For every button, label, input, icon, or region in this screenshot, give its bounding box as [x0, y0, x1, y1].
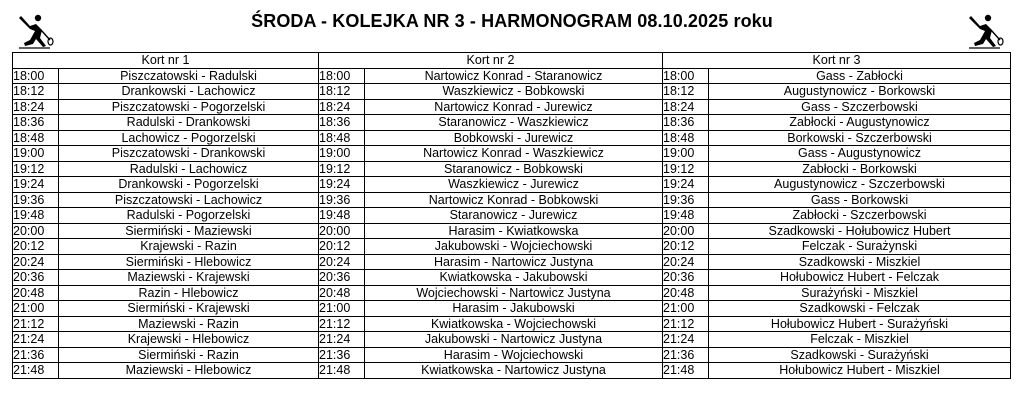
table-row — [13, 115, 1011, 131]
table-row — [13, 208, 1011, 224]
court-1-match: Radulski - Pogorzelski — [59, 208, 319, 224]
time-cell: 20:12 — [319, 239, 365, 255]
court-3-match: Felczak - Surażynski — [709, 239, 1011, 255]
time-cell: 18:00 — [319, 68, 365, 84]
court-2-match: Harasim - Nartowicz Justyna — [365, 254, 663, 270]
court-1-match: Krajewski - Razin — [59, 239, 319, 255]
table-row — [13, 68, 1011, 84]
court-2-match: Waszkiewicz - Jurewicz — [365, 177, 663, 193]
court-3-match: Gass - Szczerbowski — [709, 99, 1011, 115]
court-1-match: Piszczatowski - Pogorzelski — [59, 99, 319, 115]
court-3-match: Szadkowski - Felczak — [709, 301, 1011, 317]
court-1-match: Lachowicz - Pogorzelski — [59, 130, 319, 146]
court-1-match: Siermiński - Maziewski — [59, 223, 319, 239]
court-3-match: Augustynowicz - Szczerbowski — [709, 177, 1011, 193]
time-cell: 21:36 — [663, 347, 709, 363]
court-3-match: Zabłocki - Borkowski — [709, 161, 1011, 177]
table-row — [13, 285, 1011, 301]
time-cell: 18:36 — [663, 115, 709, 131]
court-1-match: Drankowski - Pogorzelski — [59, 177, 319, 193]
time-cell: 20:48 — [13, 285, 59, 301]
court-2-match: Bobkowski - Jurewicz — [365, 130, 663, 146]
page-title: ŚRODA - KOLEJKA NR 3 - HARMONOGRAM 08.10.2025 roku — [251, 11, 773, 31]
time-cell: 21:48 — [663, 363, 709, 379]
time-cell: 20:24 — [319, 254, 365, 270]
court-1-match: Siermiński - Hlebowicz — [59, 254, 319, 270]
time-cell: 20:36 — [13, 270, 59, 286]
court-3-match: Szadkowski - Hołubowicz Hubert — [709, 223, 1011, 239]
court-1-match: Piszczatowski - Radulski — [59, 68, 319, 84]
time-cell: 20:00 — [663, 223, 709, 239]
time-cell: 21:48 — [13, 363, 59, 379]
court-3-match: Augustynowicz - Borkowski — [709, 84, 1011, 100]
page-header — [0, 0, 1024, 50]
time-cell: 19:00 — [319, 146, 365, 162]
time-cell: 18:48 — [663, 130, 709, 146]
time-cell: 18:36 — [13, 115, 59, 131]
time-cell: 19:48 — [13, 208, 59, 224]
schedule-table — [12, 52, 1011, 379]
time-cell: 20:00 — [319, 223, 365, 239]
time-cell: 18:00 — [13, 68, 59, 84]
court-2-header: Kort nr 2 — [319, 53, 663, 69]
badminton-player-icon — [966, 12, 1004, 50]
court-2-match: Kwiatkowska - Wojciechowski — [365, 316, 663, 332]
time-cell: 21:48 — [319, 363, 365, 379]
time-cell: 19:36 — [319, 192, 365, 208]
court-2-match: Nartowicz Konrad - Staranowicz — [365, 68, 663, 84]
court-3-match: Zabłocki - Szczerbowski — [709, 208, 1011, 224]
court-1-match: Maziewski - Razin — [59, 316, 319, 332]
time-cell: 18:24 — [319, 99, 365, 115]
time-cell: 18:12 — [663, 84, 709, 100]
time-cell: 18:48 — [319, 130, 365, 146]
time-cell: 19:00 — [663, 146, 709, 162]
time-cell: 21:00 — [319, 301, 365, 317]
court-2-match: Wojciechowski - Nartowicz Justyna — [365, 285, 663, 301]
time-cell: 19:48 — [663, 208, 709, 224]
time-cell: 21:24 — [319, 332, 365, 348]
time-cell: 19:36 — [13, 192, 59, 208]
court-1-match: Radulski - Lachowicz — [59, 161, 319, 177]
time-cell: 18:36 — [319, 115, 365, 131]
court-3-match: Surażyński - Miszkiel — [709, 285, 1011, 301]
table-row — [13, 239, 1011, 255]
time-cell: 21:12 — [663, 316, 709, 332]
table-row — [13, 316, 1011, 332]
time-cell: 19:00 — [13, 146, 59, 162]
court-1-match: Maziewski - Krajewski — [59, 270, 319, 286]
court-2-match: Nartowicz Konrad - Waszkiewicz — [365, 146, 663, 162]
court-3-match: Hołubowicz Hubert - Miszkiel — [709, 363, 1011, 379]
court-1-match: Krajewski - Hlebowicz — [59, 332, 319, 348]
time-cell: 18:12 — [13, 84, 59, 100]
time-cell: 20:48 — [663, 285, 709, 301]
time-cell: 21:36 — [319, 347, 365, 363]
time-cell: 20:24 — [663, 254, 709, 270]
time-cell: 20:00 — [13, 223, 59, 239]
time-cell: 19:24 — [319, 177, 365, 193]
table-row — [13, 301, 1011, 317]
time-cell: 18:12 — [319, 84, 365, 100]
court-1-match: Piszczatowski - Drankowski — [59, 146, 319, 162]
time-cell: 21:12 — [13, 316, 59, 332]
time-cell: 19:12 — [13, 161, 59, 177]
table-row — [13, 347, 1011, 363]
time-cell: 20:48 — [319, 285, 365, 301]
court-2-match: Staranowicz - Waszkiewicz — [365, 115, 663, 131]
court-2-match: Staranowicz - Jurewicz — [365, 208, 663, 224]
table-row — [13, 84, 1011, 100]
table-row — [13, 161, 1011, 177]
table-row — [13, 146, 1011, 162]
court-2-match: Nartowicz Konrad - Jurewicz — [365, 99, 663, 115]
court-3-match: Szadkowski - Surażyński — [709, 347, 1011, 363]
table-row — [13, 254, 1011, 270]
time-cell: 18:00 — [663, 68, 709, 84]
court-2-match: Nartowicz Konrad - Bobkowski — [365, 192, 663, 208]
time-cell: 19:12 — [663, 161, 709, 177]
time-cell: 18:24 — [13, 99, 59, 115]
time-cell: 19:12 — [319, 161, 365, 177]
time-cell: 19:48 — [319, 208, 365, 224]
time-cell: 19:36 — [663, 192, 709, 208]
time-cell: 21:24 — [13, 332, 59, 348]
time-cell: 18:48 — [13, 130, 59, 146]
time-cell: 21:00 — [663, 301, 709, 317]
table-row — [13, 192, 1011, 208]
time-cell: 21:36 — [13, 347, 59, 363]
court-2-match: Waszkiewicz - Bobkowski — [365, 84, 663, 100]
time-cell: 21:00 — [13, 301, 59, 317]
court-3-match: Szadkowski - Miszkiel — [709, 254, 1011, 270]
court-3-match: Hołubowicz Hubert - Surażyński — [709, 316, 1011, 332]
time-cell: 18:24 — [663, 99, 709, 115]
time-cell: 21:12 — [319, 316, 365, 332]
table-row — [13, 332, 1011, 348]
court-2-match: Jakubowski - Nartowicz Justyna — [365, 332, 663, 348]
time-cell: 20:12 — [13, 239, 59, 255]
court-1-match: Siermiński - Krajewski — [59, 301, 319, 317]
court-1-match: Siermiński - Razin — [59, 347, 319, 363]
court-2-match: Harasim - Jakubowski — [365, 301, 663, 317]
table-row — [13, 270, 1011, 286]
court-1-match: Razin - Hlebowicz — [59, 285, 319, 301]
court-2-match: Harasim - Wojciechowski — [365, 347, 663, 363]
court-3-match: Hołubowicz Hubert - Felczak — [709, 270, 1011, 286]
table-row — [13, 363, 1011, 379]
time-cell: 20:24 — [13, 254, 59, 270]
table-row — [13, 99, 1011, 115]
court-2-match: Staranowicz - Bobkowski — [365, 161, 663, 177]
court-2-match: Kwiatkowska - Nartowicz Justyna — [365, 363, 663, 379]
court-2-match: Jakubowski - Wojciechowski — [365, 239, 663, 255]
court-3-match: Zabłocki - Augustynowicz — [709, 115, 1011, 131]
court-1-match: Maziewski - Hlebowicz — [59, 363, 319, 379]
court-2-match: Kwiatkowska - Jakubowski — [365, 270, 663, 286]
court-header-row — [13, 53, 1011, 69]
table-row — [13, 223, 1011, 239]
time-cell: 21:24 — [663, 332, 709, 348]
court-1-match: Piszczatowski - Lachowicz — [59, 192, 319, 208]
time-cell: 20:12 — [663, 239, 709, 255]
court-3-header: Kort nr 3 — [663, 53, 1011, 69]
court-1-match: Radulski - Drankowski — [59, 115, 319, 131]
court-3-match: Borkowski - Szczerbowski — [709, 130, 1011, 146]
time-cell: 19:24 — [663, 177, 709, 193]
court-3-match: Gass - Zabłocki — [709, 68, 1011, 84]
table-row — [13, 130, 1011, 146]
court-1-match: Drankowski - Lachowicz — [59, 84, 319, 100]
table-row — [13, 177, 1011, 193]
court-3-match: Felczak - Miszkiel — [709, 332, 1011, 348]
time-cell: 20:36 — [319, 270, 365, 286]
court-2-match: Harasim - Kwiatkowska — [365, 223, 663, 239]
court-3-match: Gass - Borkowski — [709, 192, 1011, 208]
court-3-match: Gass - Augustynowicz — [709, 146, 1011, 162]
time-cell: 19:24 — [13, 177, 59, 193]
court-1-header: Kort nr 1 — [13, 53, 319, 69]
time-cell: 20:36 — [663, 270, 709, 286]
